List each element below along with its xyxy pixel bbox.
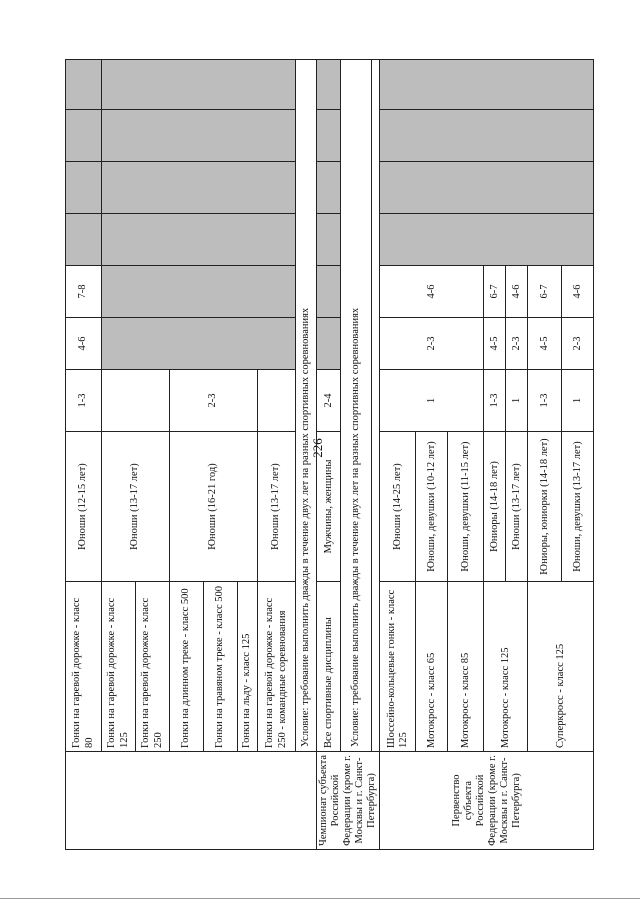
age-cell: Юноши, девушки (11-15 лет) — [448, 432, 484, 582]
place-cell: 7-8 — [66, 266, 102, 318]
age-cell: Юниоры (14-18 лет) — [484, 432, 506, 582]
shaded-cell — [380, 162, 594, 214]
discipline-cell: Гонки на гаревой дорожке - класс 80 — [66, 582, 102, 752]
condition-row — [296, 60, 317, 850]
shaded-cell — [102, 162, 296, 214]
shaded-cell — [66, 110, 102, 162]
age-cell: Юноши (13-17 лет) — [102, 432, 170, 582]
discipline-cell: Мотокросс - класс 125 — [484, 582, 528, 752]
condition-row — [341, 60, 372, 850]
discipline-cell: Мотокросс - класс 65 — [416, 582, 448, 752]
place-cell — [102, 370, 170, 432]
page-number: 226 — [310, 438, 325, 458]
place-cell: 4-6 — [380, 266, 484, 318]
shaded-cell — [317, 214, 341, 266]
shaded-cell — [102, 266, 296, 318]
place-cell: 6-7 — [484, 266, 506, 318]
spacer-row — [371, 60, 380, 850]
age-cell: Юноши (12-15 лет) — [66, 432, 102, 582]
discipline-cell: Все спортивные дисциплины — [317, 582, 341, 752]
discipline-cell: Гонки на гаревой дорожке - класс 250 - командные соревнования — [258, 582, 296, 752]
table-row — [66, 60, 102, 850]
place-cell: 6-7 — [528, 266, 562, 318]
page-bottom-line — [0, 898, 640, 899]
discipline-cell: Суперкросс - класс 125 — [528, 582, 594, 752]
place-cell: 4-5 — [484, 318, 506, 370]
shaded-cell — [317, 110, 341, 162]
age-cell: Юноши (13-17 лет) — [506, 432, 528, 582]
place-cell: 2-3 — [380, 318, 484, 370]
place-cell: 2-3 — [170, 370, 258, 432]
place-cell: 1-3 — [66, 370, 102, 432]
table-row — [317, 60, 341, 850]
shaded-cell — [66, 162, 102, 214]
competition-title: Первенство субъекта Российской Федерации (кроме г. Москвы и г. Санкт-Петербурга) — [380, 752, 594, 850]
place-cell: 4-5 — [528, 318, 562, 370]
age-cell: Юноши (16-21 год) — [170, 432, 258, 582]
discipline-cell: Гонки на гаревой дорожке - класс 125 — [102, 582, 136, 752]
discipline-cell: Шоссейно-кольцевые гонки - класс 125 — [380, 582, 416, 752]
place-cell: 2-3 — [506, 318, 528, 370]
age-cell: Юноши (13-17 лет) — [258, 432, 296, 582]
place-cell: 4-6 — [66, 318, 102, 370]
shaded-cell — [102, 318, 296, 370]
table-row — [102, 60, 136, 850]
shaded-cell — [102, 214, 296, 266]
shaded-cell — [317, 318, 341, 370]
discipline-cell: Гонки на гаревой дорожке - класс 250 — [136, 582, 170, 752]
discipline-cell: Гонки на льду - класс 125 — [238, 582, 258, 752]
age-cell: Юноши, девушки (13-17 лет) — [562, 432, 594, 582]
shaded-cell — [380, 110, 594, 162]
age-cell: Юниоры, юниорки (14-18 лет) — [528, 432, 562, 582]
place-cell: 2-4 — [317, 370, 341, 432]
table-row — [380, 60, 416, 850]
shaded-cell — [380, 60, 594, 110]
place-cell — [258, 370, 296, 432]
spacer-cell — [371, 60, 380, 752]
shaded-cell — [102, 60, 296, 110]
discipline-cell: Гонки на длинном треке - класс 500 — [170, 582, 204, 752]
place-cell: 1-3 — [484, 370, 506, 432]
age-cell: Юноши (14-25 лет) — [380, 432, 416, 582]
shaded-cell — [66, 60, 102, 110]
shaded-cell — [317, 162, 341, 214]
condition-text: Условие: требование выполнить дважды в течение двух лет на разных спортивных соревнованиях — [341, 60, 372, 752]
place-cell: 4-6 — [562, 266, 594, 318]
competition-cell — [66, 752, 317, 850]
place-cell: 2-3 — [562, 318, 594, 370]
discipline-cell: Гонки на травяном треке - класс 500 — [204, 582, 238, 752]
classification-table — [65, 59, 594, 850]
competition-title: Чемпионат субъекта Российской Федерации (кроме г. Москвы и г. Санкт-Петербурга) — [317, 752, 380, 850]
age-cell: Юноши, девушки (10-12 лет) — [416, 432, 448, 582]
place-cell: 1 — [562, 370, 594, 432]
shaded-cell — [317, 60, 341, 110]
place-cell: 1 — [506, 370, 528, 432]
place-cell: 1-3 — [528, 370, 562, 432]
shaded-cell — [66, 214, 102, 266]
place-cell: 1 — [380, 370, 484, 432]
discipline-cell: Мотокросс - класс 85 — [448, 582, 484, 752]
shaded-cell — [380, 214, 594, 266]
shaded-cell — [102, 110, 296, 162]
place-cell: 4-6 — [506, 266, 528, 318]
rotated-table-frame — [65, 60, 630, 850]
condition-text: Условие: требование выполнить дважды в течение двух лет на разных спортивных соревнованиях — [296, 60, 317, 752]
age-cell: Мужчины, женщины — [317, 432, 341, 582]
shaded-cell — [317, 266, 341, 318]
